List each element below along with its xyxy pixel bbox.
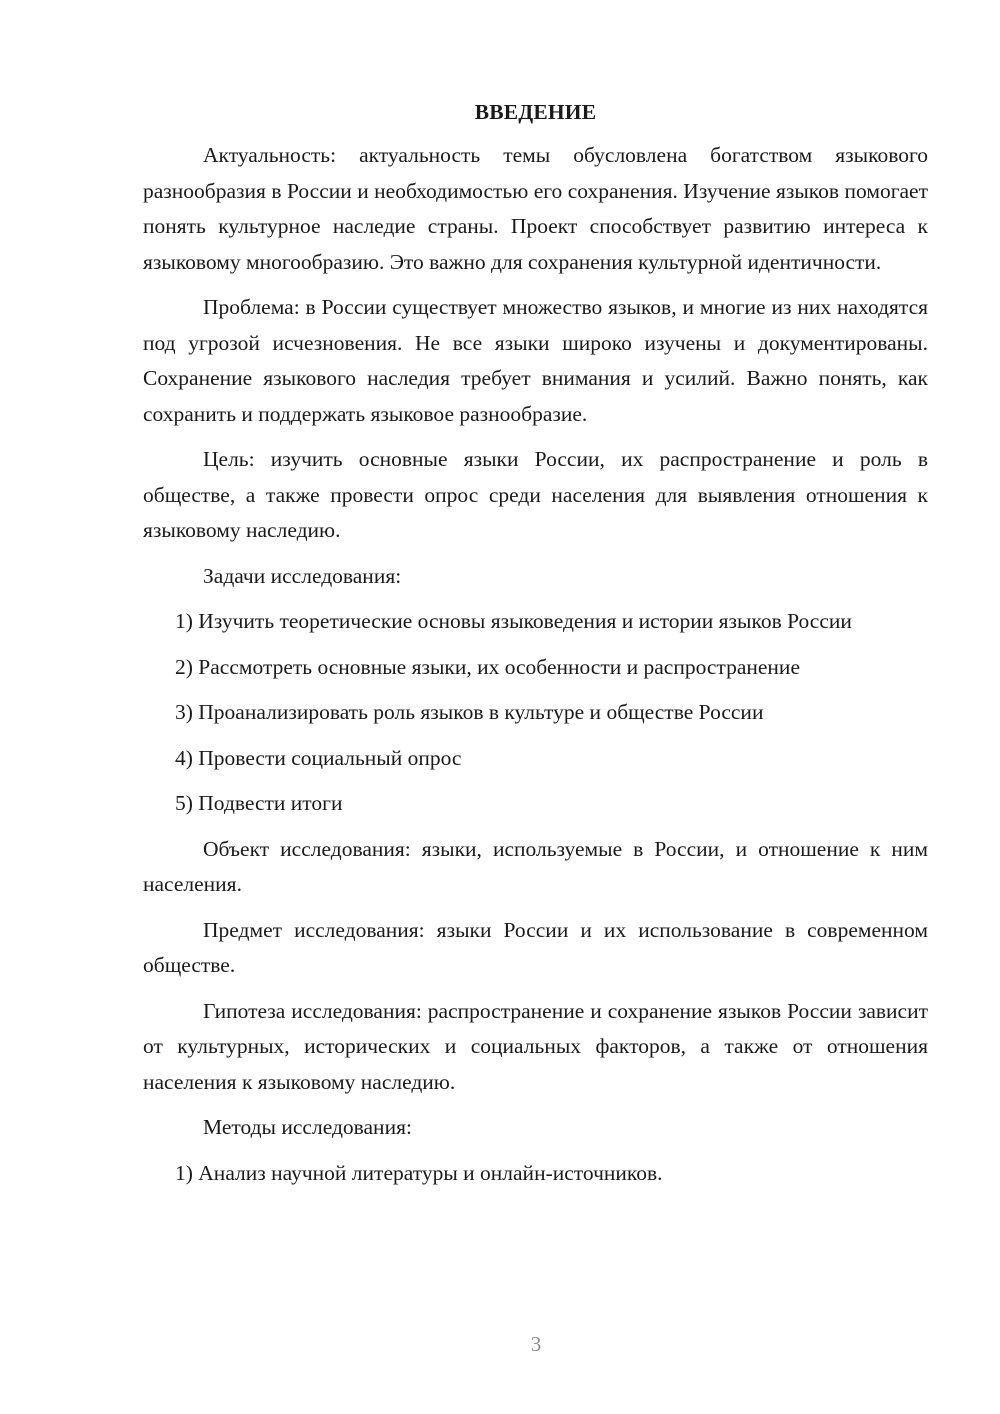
hypothesis-paragraph: Гипотеза исследования: распространение и сохранение языков России зависит от культурных, исторических и социальных факторов, а также от отношения населения к языковому наследию. (143, 998, 928, 1094)
problem-paragraph: Проблема: в России существует множество языков, и многие из них находятся под угрозой исчезновения. Не все языки широко изучены и документированы. Сохранение языкового наследия требует внимания и усилий. Важно понять, как сохранить и поддержать языковое разнообразие. (143, 295, 928, 426)
document-page (143, 96, 928, 1201)
task-item-4: 4) Провести социальный опрос (175, 745, 462, 770)
tasks-heading: Задачи исследования: (203, 563, 402, 588)
goal-paragraph: Цель: изучить основные языки России, их распространение и роль в обществе, а также провести опрос среди населения для выявления отношения к языковому наследию. (143, 447, 928, 542)
task-item-5: 5) Подвести итоги (175, 791, 343, 815)
relevance-paragraph: Актуальность: актуальность темы обусловлена богатством языкового разнообразия в России и необходимостью его сохранения. Изучение языков помогает понять культурное наследие страны. Проект способствует развитию интереса к языковому многообразию. Это важно для сохранения культурной идентичности. (143, 143, 928, 274)
task-item-1: 1) Изучить теоретические основы языковедения и истории языков России (175, 609, 852, 633)
method-item-1: 1) Анализ научной литературы и онлайн-источников. (175, 1160, 663, 1185)
methods-heading: Методы исследования: (203, 1115, 412, 1139)
task-item-2: 2) Рассмотреть основные языки, их особенности и распространение (175, 654, 800, 679)
section-title: ВВЕДЕНИЕ (474, 100, 597, 124)
object-paragraph: Объект исследования: языки, используемые в России, и отношение к ним населения. (143, 836, 928, 896)
task-item-3: 3) Проанализировать роль языков в культуре и обществе России (175, 700, 764, 724)
subject-paragraph: Предмет исследования: языки России и их использование в современном обществе. (143, 917, 928, 977)
page-number: 3 (530, 1332, 542, 1356)
